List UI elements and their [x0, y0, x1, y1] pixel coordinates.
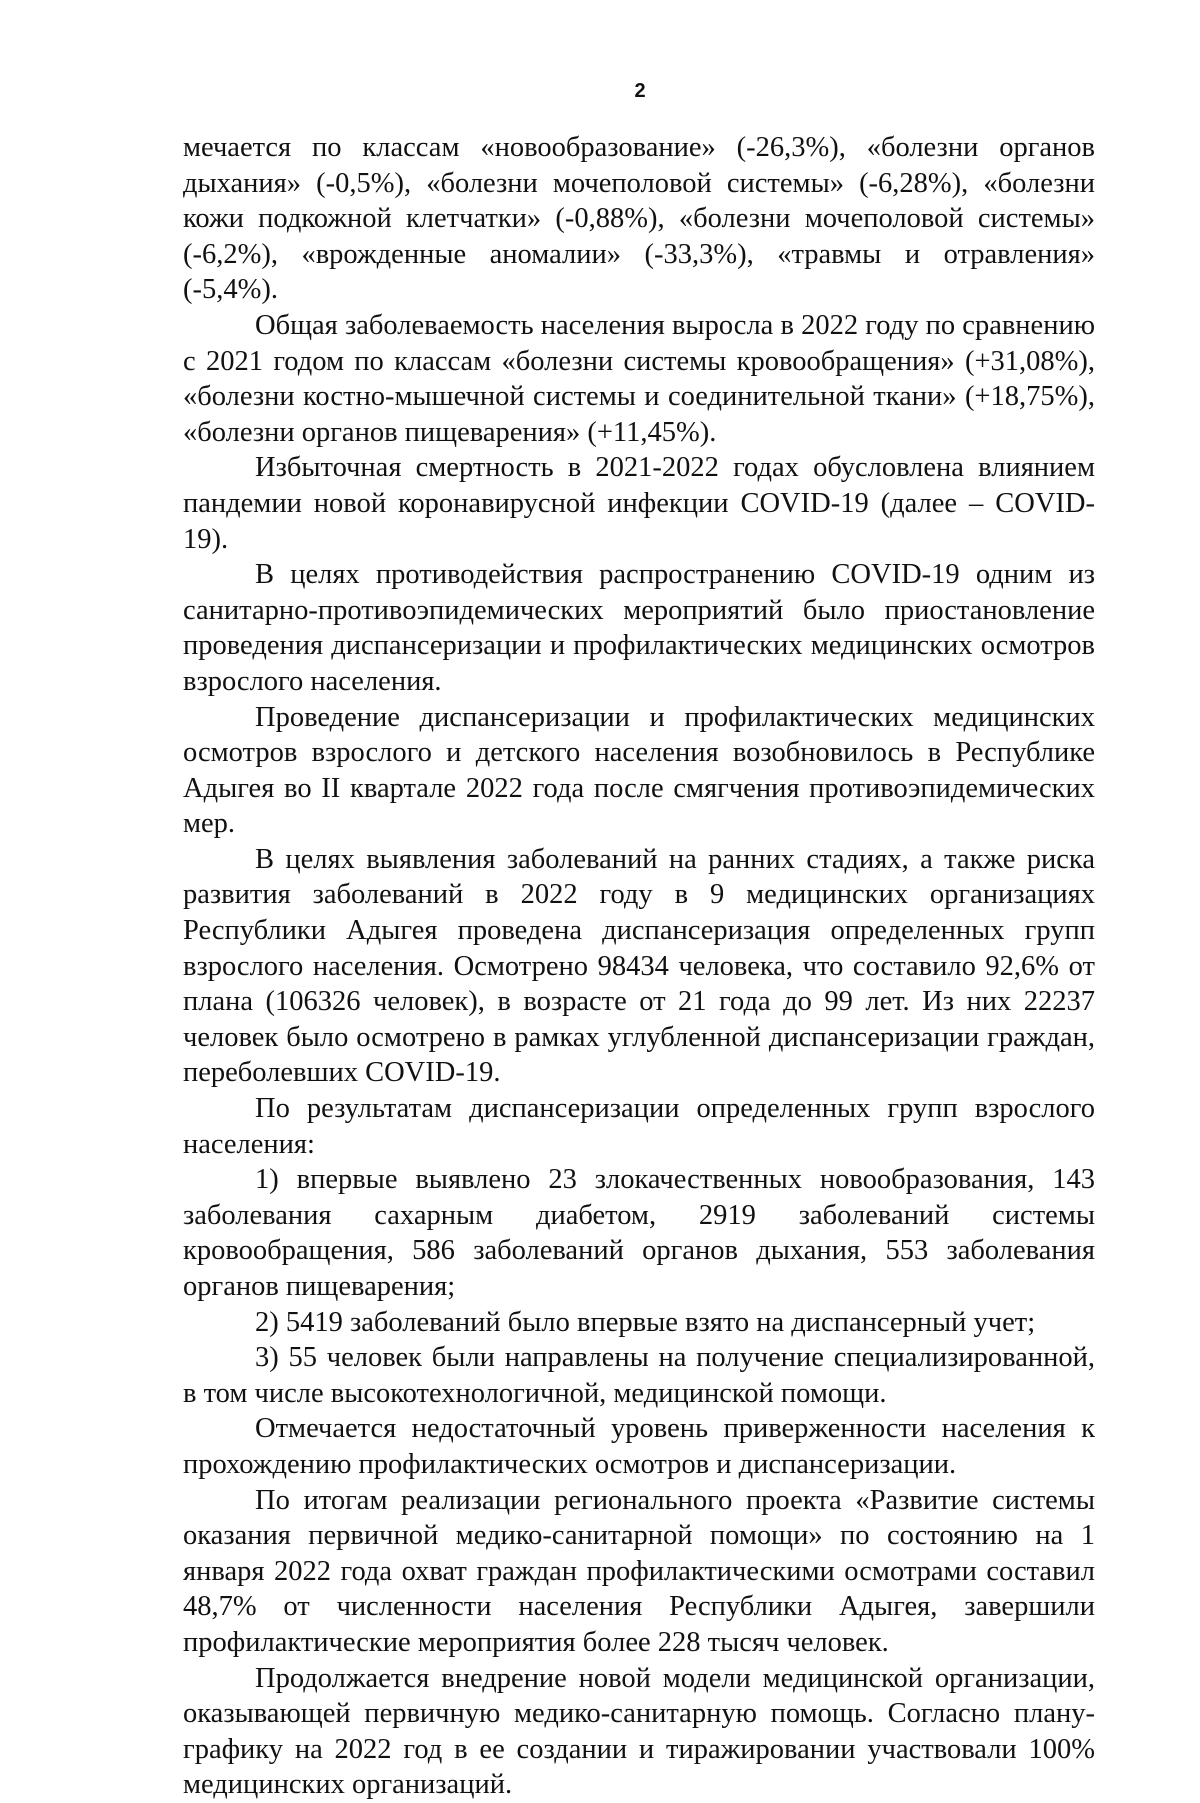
paragraph: По результатам диспансеризации определенных групп взрослого населения: — [183, 1093, 1095, 1160]
paragraph: В целях противодействия распространению COVID-19 одним из санитарно-противоэпидемических мероприятий было приостановление проведения диспансеризации и профилактических медицинских осмотров взрослого населения. — [183, 559, 1095, 697]
paragraph: Продолжается внедрение новой модели медицинской организации, оказывающей первичную медико-санитарную помощь. Согласно плану-графику на 2022 год в ее создании и тиражировании участвовали 100% медицинских организаций. — [183, 1662, 1095, 1801]
paragraph: Отмечается недостаточный уровень приверженности населения к прохождению профилактических осмотров и диспансеризации. — [183, 1413, 1095, 1480]
page-number: 2 — [634, 80, 646, 102]
document-body — [183, 130, 1095, 1803]
list-item: 3) 55 человек были направлены на получение специализированной, в том числе высокотехнологичной, медицинской помощи. — [183, 1342, 1095, 1409]
paragraph: Проведение диспансеризации и профилактических медицинских осмотров взрослого и детского населения возобновилось в Республике Адыгея во II квартале 2022 года после смягчения противоэпидемических мер. — [183, 701, 1095, 840]
list-item: 1) впервые выявлено 23 злокачественных новообразования, 143 заболевания сахарным диабетом, 2919 заболеваний системы кровообращения, 586 заболеваний органов дыхания, 553 заболевания органов пищеварения; — [183, 1164, 1095, 1302]
paragraph: мечается по классам «новообразование» (-26,3%), «болезни органов дыхания» (-0,5%), «болезни мочеполовой системы» (-6,28%), «болезни кожи подкожной клетчатки» (-0,88%), «болезни мочеполовой системы» (-6,2%), «врожденные аномалии» (-33,3%), «травмы и отравления» (-5,4%). — [183, 132, 1095, 306]
paragraph: Избыточная смертность в 2021-2022 годах обусловлена влиянием пандемии новой коронавирусной инфекции COVID-19 (далее – COVID-19). — [183, 452, 1095, 555]
list-item: 2) 5419 заболеваний было впервые взято на диспансерный учет; — [255, 1306, 1036, 1338]
paragraph: По итогам реализации регионального проекта «Развитие системы оказания первичной медико-санитарной помощи» по состоянию на 1 января 2022 года охват граждан профилактическими осмотрами составил 48,7% от численности населения Республики Адыгея, завершили профилактические мероприятия более 228 тысяч человек. — [183, 1484, 1095, 1658]
paragraph: Общая заболеваемость населения выросла в 2022 году по сравнению с 2021 годом по классам «болезни системы кровообращения» (+31,08%), «болезни костно-мышечной системы и соединительной ткани» (+18,75%), «болезни органов пищеварения» (+11,45%). — [183, 309, 1095, 448]
paragraph: В целях выявления заболеваний на ранних стадиях, а также риска развития заболеваний в 2022 году в 9 медицинских организациях Республики Адыгея проведена диспансеризация определенных групп взрослого населения. Осмотрено 98434 человека, что составило 92,6% от плана (106326 человек), в возрасте от 21 года до 99 лет. Из них 22237 человек было осмотрено в рамках углубленной диспансеризации граждан, переболевших COVID-19. — [183, 843, 1095, 1089]
